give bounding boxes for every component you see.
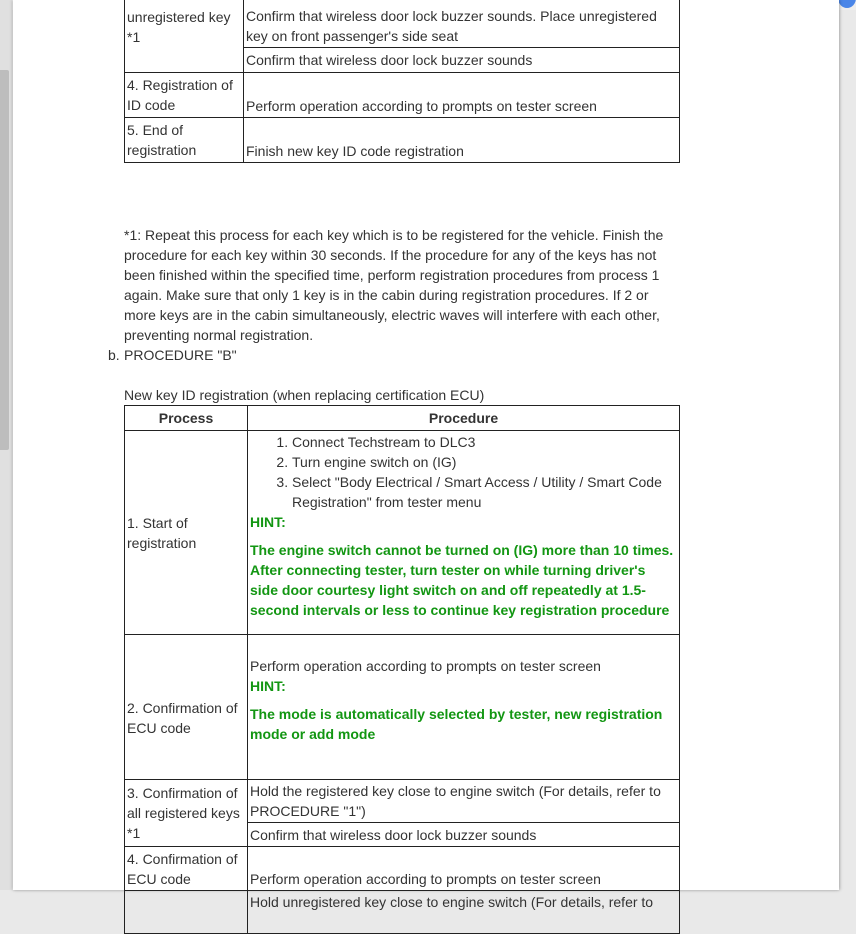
table-header-row [125, 406, 680, 431]
footnote: *1: Repeat this process for each key which is to be registered for the vehicle. Finish the procedure for each key within 30 seconds. If the procedure for any of the keys has not been finished within the specified time, perform registration procedures from process 1 again. Make sure that only 1 key is in the cabin during registration procedures. If 2 or more keys are in the cabin simultaneously, electric waves will interfere with each other, preventing normal registration. [124, 227, 664, 343]
process-cell: 5. End of registration [125, 118, 244, 163]
procedure-cell: Finish new key ID code registration [244, 118, 680, 163]
procedure-b-title: PROCEDURE "B" [124, 347, 237, 363]
procedure-cell [248, 431, 680, 635]
step-item: 2. Turn engine switch on (IG) [292, 452, 677, 472]
hint-label: HINT: [250, 678, 286, 694]
table-row [125, 780, 680, 823]
table-row [125, 0, 680, 48]
scrollbar-thumb[interactable] [0, 70, 9, 450]
table-row [125, 635, 680, 780]
procedure-cell: Hold the registered key close to engine switch (For details, refer to PROCEDURE "1") [248, 780, 680, 823]
table-b [124, 405, 680, 934]
process-cell: unregistered key *1 [125, 0, 244, 73]
procedure-cell: Perform operation according to prompts on tester screen [244, 73, 680, 118]
column-header-process: Process [125, 406, 248, 431]
step-list [250, 432, 677, 512]
process-cell: 2. Confirmation of ECU code [125, 635, 248, 780]
procedure-cell: Hold unregistered key close to engine switch (For details, refer to [248, 891, 680, 934]
procedure-cell: Confirm that wireless door lock buzzer sounds [248, 823, 680, 847]
column-header-procedure: Procedure [248, 406, 680, 431]
procedure-cell: Perform operation according to prompts on tester screen [248, 847, 680, 891]
table-row [125, 73, 680, 118]
process-cell [125, 891, 248, 934]
hint-label: HINT: [250, 514, 286, 530]
table-caption: New key ID registration (when replacing certification ECU) [124, 387, 485, 403]
left-scrollbar[interactable] [0, 0, 12, 890]
step-item: 1. Connect Techstream to DLC3 [292, 432, 677, 452]
hint-text: The mode is automatically selected by tester, new registration mode or add mode [250, 706, 663, 742]
procedure-cell [248, 635, 680, 780]
table-a [124, 0, 680, 163]
document-page [13, 0, 839, 910]
step-item: 3. Select "Body Electrical / Smart Access / Utility / Smart Code Registration" from tester menu [292, 472, 677, 512]
process-cell: 4. Registration of ID code [125, 73, 244, 118]
procedure-text: Perform operation according to prompts on tester screen [250, 658, 601, 674]
procedure-cell: Confirm that wireless door lock buzzer sounds. Place unregistered key on front passenger's side seat [244, 0, 680, 48]
corner-button[interactable] [838, 0, 856, 8]
table-row [125, 431, 680, 635]
process-cell: 3. Confirmation of all registered keys *1 [125, 780, 248, 847]
procedure-b-marker: b. [108, 347, 120, 363]
procedure-cell: Confirm that wireless door lock buzzer sounds [244, 48, 680, 73]
process-cell: 1. Start of registration [125, 431, 248, 635]
table-row [125, 891, 680, 934]
table-row [125, 118, 680, 163]
process-cell: 4. Confirmation of ECU code [125, 847, 248, 891]
table-row [125, 847, 680, 891]
hint-text: The engine switch cannot be turned on (IG) more than 10 times. After connecting tester, turn tester on while turning driver's side door courtesy light switch on and off repeatedly at 1.5-second intervals or less to continue key registration procedure [250, 542, 674, 618]
